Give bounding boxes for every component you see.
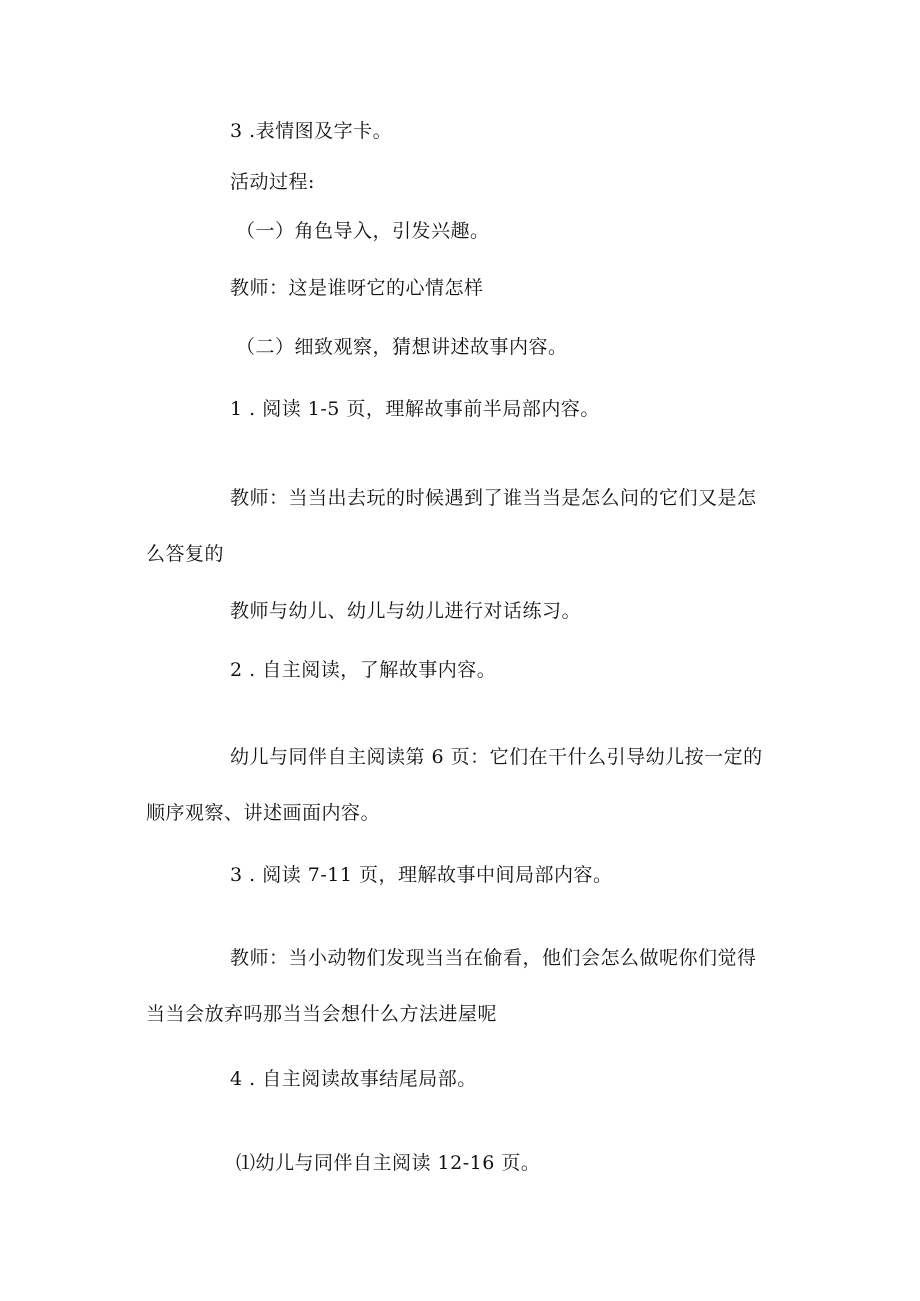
section-heading-activity-process: 活动过程:	[230, 171, 315, 193]
sub-item-2: 2 . 自主阅读，了解故事内容。	[230, 659, 497, 681]
sub-item-1: 1 . 阅读 1-5 页，理解故事前半局部内容。	[230, 398, 600, 420]
teacher-question-1: 教师：这是谁呀它的心情怎样	[230, 277, 484, 299]
step-1-heading: （一）角色导入，引发兴趣。	[236, 220, 490, 242]
teacher-question-2-line-2: 么答复的	[146, 543, 225, 565]
dialogue-practice: 教师与幼儿、幼儿与幼儿进行对话练习。	[230, 600, 582, 622]
teacher-question-2-line-1: 教师：当当出去玩的时候遇到了谁当当是怎么问的它们又是怎	[230, 487, 757, 509]
sub-item-3: 3 . 阅读 7-11 页，理解故事中间局部内容。	[230, 864, 613, 886]
teacher-question-3-line-2: 当当会放弃吗那当当会想什么方法进屋呢	[146, 1003, 498, 1025]
step-2-heading: （二）细致观察，猜想讲述故事内容。	[236, 336, 568, 358]
sub-item-4: 4 . 自主阅读故事结尾局部。	[230, 1068, 477, 1090]
peer-reading-line-2: 顺序观察、讲述画面内容。	[146, 802, 381, 824]
material-item-3: 3 .表情图及字卡。	[230, 120, 393, 142]
peer-reading-line-1: 幼儿与同伴自主阅读第 6 页：它们在干什么引导幼儿按一定的	[230, 746, 763, 768]
teacher-question-3-line-1: 教师：当小动物们发现当当在偷看，他们会怎么做呢你们觉得	[230, 947, 757, 969]
sub-sub-item-1: ⑴幼儿与同伴自主阅读 12-16 页。	[236, 1152, 541, 1174]
